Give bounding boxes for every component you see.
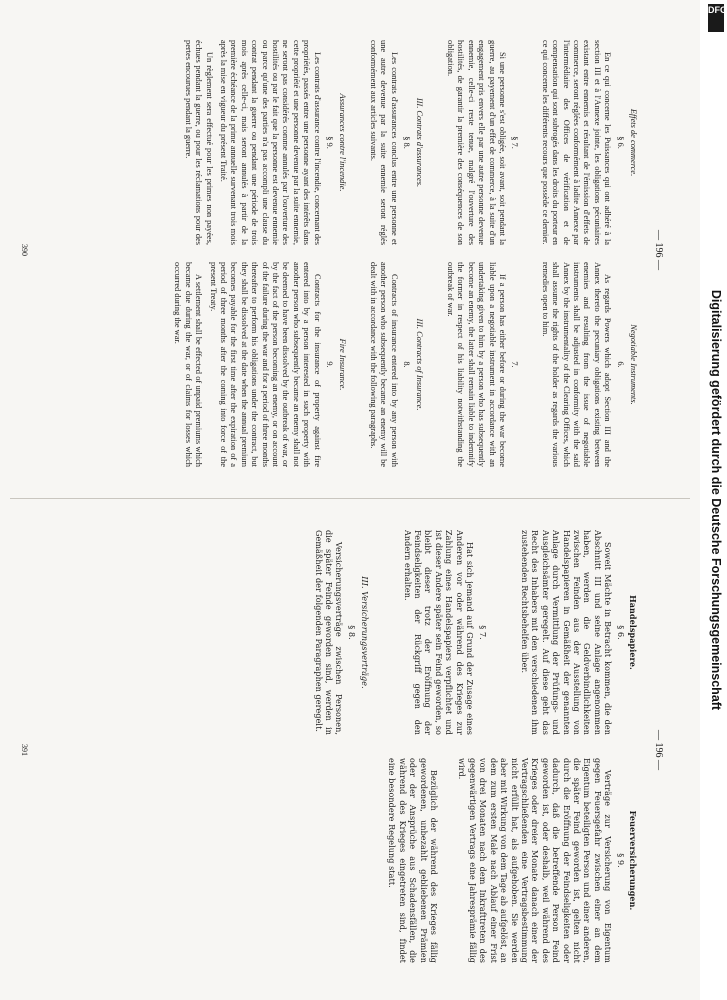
paragraph-label: § 6. bbox=[615, 625, 625, 640]
section-heading: Fire Insurance. bbox=[338, 338, 348, 391]
paragraph-label: § 7. bbox=[510, 136, 520, 149]
paragraph-text: Hat sich jemand auf Grund der Zusage eines Anderen vor oder während des Krieges zur Zahlung eines Handelspapiers verpflichtet und ist dieser Andere später sein Feind geworden, so bleibt dieser trotz der Eröffnung der Feindseligkeiten der Rückgriff gegen den Andern erhalten. bbox=[402, 530, 475, 735]
paragraph-text: Bezüglich der während des Krieges fällig gewordenen, unbezahlt gebliebenen Prämien oder der Ansprüche aus Schadensfällen, die während des Krieges eingetreten sind, findet eine besondere Regelung statt. bbox=[387, 758, 439, 963]
paragraph-label: § 7. bbox=[477, 625, 487, 640]
section-heading: Negotiable Instruments. bbox=[629, 324, 638, 405]
paragraph-text: Soweit Mächte in Betracht kommen, die den Abschnitt III und seine Anlage angenommen haben, werden die Geldverbindlichkeiten zwischen Feinden aus der Ausstellung von Handelspapieren in Gemäßheit der genannten Anlage durch Vermittlung der Prüfungs- und Ausgleichsämter geregelt. Auf diese geht das Recht des Inhabers mit den verschiedenen ihm zustehenden Rechtsbehelfen über. bbox=[519, 530, 613, 735]
french-column bbox=[178, 40, 640, 245]
section-heading: III. Contrats d'assurances. bbox=[415, 97, 425, 188]
page-number-header: — 196 — bbox=[653, 230, 664, 270]
paragraph-text: En ce qui concerne les Puissances qui ont adhéré à la section III et à l'Annexe jointe, les obligations pécuniaires existant entre ennemis et résultant de l'émission d'effets de commerce, seront réglées conformément à ladite Annexe par l'intermédiaire des Offices de vérification et de compensation qui sont subrogés dans les droits du porteur en ce qui concerne les différents recours que possède ce dernier. bbox=[540, 40, 613, 245]
section-heading: Assurances contre l'incendie. bbox=[338, 93, 348, 192]
paragraph-text: A settlement shall be effected of unpaid premiums which became due during the war, or of claims for losses which occurred during the war. bbox=[173, 262, 204, 467]
paragraph-label: 7. bbox=[510, 361, 520, 368]
paragraph-text: Versicherungsverträge zwischen Personen, die später Feinde geworden sind, werden in Gemäßheit der folgenden Paragraphen geregelt. bbox=[313, 530, 344, 735]
page-footer-number: 390 bbox=[20, 244, 29, 256]
funding-credit: Digitalisierung gefördert durch die Deutsche Forschungsgemeinschaft bbox=[709, 289, 723, 711]
paragraph-label: 8. bbox=[402, 361, 412, 368]
paragraph-label: § 9. bbox=[325, 136, 335, 149]
section-heading: Feuerversicherungen. bbox=[628, 810, 638, 911]
paragraph-label: 6. bbox=[615, 361, 625, 368]
section-heading: III. Versicherungsverträge. bbox=[360, 576, 370, 689]
right-page bbox=[0, 500, 700, 1000]
section-heading: III. Contracts of Insurance. bbox=[415, 318, 425, 411]
page-fold bbox=[10, 498, 690, 499]
page-number-header: — 196 — bbox=[653, 730, 664, 770]
paragraph-label: § 8. bbox=[402, 136, 412, 149]
paragraph-text: If a person has either before or during the war become liable upon a negotiable instrument in accordance with an undertaking given to him by a person who has subsequently become an enemy, the latter shall remain liable to indemnify the former in respect of his liability notwithstanding the outbreak of war. bbox=[445, 262, 507, 467]
section-heading: Effets de commerce. bbox=[629, 108, 638, 177]
section-heading: Handelspapiere. bbox=[628, 595, 638, 670]
english-column bbox=[168, 262, 640, 467]
paragraph-label: § 8. bbox=[346, 625, 356, 640]
paragraph-text: Un règlement sera effectué pour les primes non payées, échues pendant la guerre, ou pour les réclamations pour des pertes encourues pendant la guerre. bbox=[183, 40, 214, 245]
german-column-second bbox=[382, 758, 640, 963]
paragraph-text: Les contrats d'assurance contre l'incendie, concernant des propriétés, passés entre une personne ayant des intérêts dans cette propriété et une personne devenue par la suite ennemie, ne seront pas considérés comme annulés par l'ouverture des hostilités ou par le fait que la personne est devenue ennemie ou parce qu'une des parties n'a pas accompli une clause du contrat pendant la guerre ou pendant une période de trois mois après celle-ci, mais seront annulés à partir de la première échéance de la prime annuelle survenant trois mois après la mise en vigueur du présent Traité. bbox=[219, 40, 322, 245]
page-footer-number: 391 bbox=[20, 744, 29, 756]
paragraph-label: § 6. bbox=[615, 136, 625, 149]
paragraph-text: Contracts for the insurance of property against fire entered into by a person interested in such property with another person who subsequently became an enemy shall not be deemed to have been dissolved by the outbreak of war, or by the fact of the person becoming an enemy, or on account of the failure during the war and for a period of three months thereafter to perform his obligations under the contract, but they shall be dissolved at the date when the annual premium becomes payable for the first time after the expiration of a period of three months after the coming into force of the present Treaty. bbox=[208, 262, 322, 467]
paragraph-text: Si une personne s'est obligée, soit avant, soit pendant la guerre, au payement d'un effet de commerce, à la suite d'un engagement pris envers elle par une autre personne devenue ennemie, celle-ci reste tenue, malgré l'ouverture des hostilités, de garantir la première des conséquences de son obligation. bbox=[445, 40, 507, 245]
paragraph-text: As regards Powers which adopt Section III and the Annex thereto the pecuniary obligations existing between enemies and resulting from the issue of negotiable instruments shall be adjusted in conformity with the said Annex by the instrumentality of the Clearing Offices, which shall assume the rights of the holder as regards the various remedies open to him. bbox=[540, 262, 613, 467]
dfg-logo: DFG bbox=[708, 4, 724, 32]
digitization-sidebar bbox=[705, 0, 727, 1000]
paragraph-text: Contracts of insurance entered into by any person with another person who subsequently became an enemy will be dealt with in accordance with the following paragraphs. bbox=[368, 262, 399, 467]
paragraph-text: Les contrats d'assurances conclus entre une personne et une autre devenue par la suite ennemie seront réglés conformément aux articles suivants. bbox=[368, 40, 399, 245]
german-column-first bbox=[308, 530, 640, 735]
left-page bbox=[0, 0, 700, 500]
paragraph-label: 9. bbox=[325, 361, 335, 368]
paragraph-text: Verträge zur Versicherung von Eigentum gegen Feuersgefahr zwischen einer an dem Eigentum beteiligten Person und einer anderen, die später Feind geworden ist, gelten nicht durch die Eröffnung der Feindseligkeiten oder dadurch, daß die betreffende Person Feind geworden ist, oder deshalb, weil während des Krieges oder dreier Monate danach einer der Vertragschließenden eine Vertragsbestimmung nicht erfüllt hat, als aufgehoben. Sie werden aber mit Wirkung von dem Tage ab aufgelöst, an dem zum ersten Male nach Ablauf einer Frist von drei Monaten nach dem Inkrafttreten des gegenwärtigen Vertrags eine Jahresprämie fällig wird. bbox=[457, 758, 613, 963]
paragraph-label: § 9. bbox=[615, 853, 625, 868]
